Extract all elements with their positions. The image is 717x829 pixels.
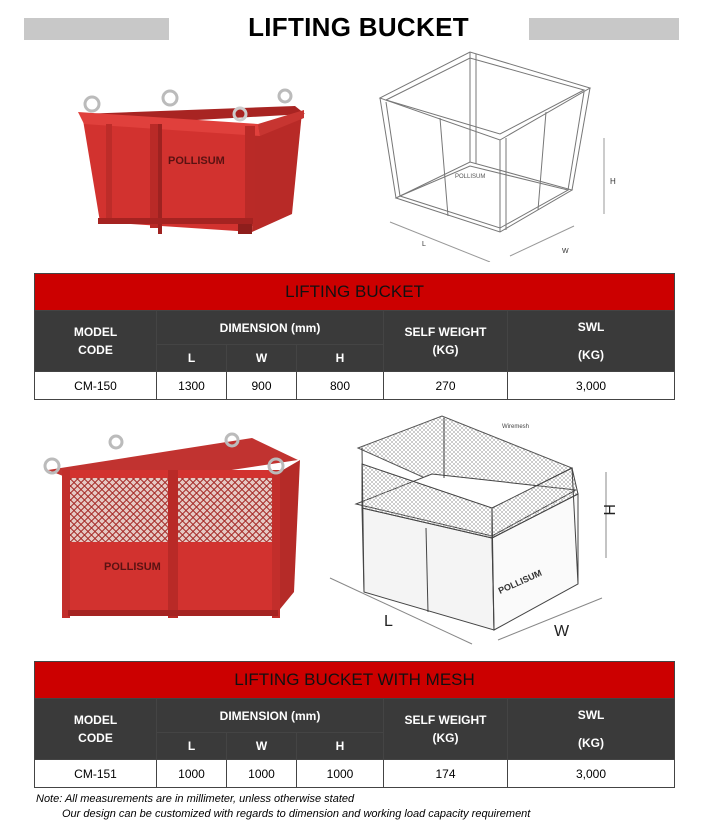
- svg-text:H: H: [600, 504, 617, 516]
- mesh-bucket-photo: [32, 430, 308, 626]
- cell-w: 1000: [227, 760, 297, 788]
- cell-h: 1000: [297, 760, 384, 788]
- spec-table-lifting-bucket: [34, 273, 675, 400]
- mesh-bucket-drawing: [322, 408, 622, 648]
- header-w: W: [227, 733, 297, 760]
- table-title: LIFTING BUCKET: [35, 274, 675, 311]
- table-row: [35, 372, 675, 400]
- header-dimension: DIMENSION (mm): [157, 699, 384, 733]
- cell-weight: 270: [384, 372, 508, 400]
- header-model-code: MODEL CODE: [35, 311, 157, 372]
- drawing-brand: POLLISUM: [496, 567, 544, 596]
- table-title: LIFTING BUCKET WITH MESH: [35, 662, 675, 699]
- cell-model: CM-150: [35, 372, 157, 400]
- header-h: H: [297, 733, 384, 760]
- lifting-bucket-drawing: [360, 50, 620, 262]
- header-l: L: [157, 733, 227, 760]
- table-row: [35, 760, 675, 788]
- cell-h: 800: [297, 372, 384, 400]
- cell-swl: 3,000: [508, 372, 675, 400]
- header-w: W: [227, 345, 297, 372]
- cell-weight: 174: [384, 760, 508, 788]
- cell-l: 1300: [157, 372, 227, 400]
- note-line-1: Note: All measurements are in millimeter, unless otherwise stated: [36, 793, 355, 805]
- brand-mark: POLLISUM: [168, 155, 225, 167]
- spec-table-mesh-bucket: [34, 661, 675, 788]
- note-line-2: Our design can be customized with regards to dimension and working load capacity requirement: [62, 808, 531, 820]
- svg-text:W: W: [562, 248, 569, 255]
- header-h: H: [297, 345, 384, 372]
- header-l: L: [157, 345, 227, 372]
- lifting-bucket-photo: [70, 84, 310, 244]
- cell-w: 900: [227, 372, 297, 400]
- header-swl: SWL (KG): [508, 699, 675, 760]
- brand-mark: POLLISUM: [104, 561, 161, 573]
- cell-l: 1000: [157, 760, 227, 788]
- mesh-label: Wiremesh: [502, 424, 530, 430]
- drawing-brand: POLLISUM: [455, 174, 486, 180]
- header-self-weight: SELF WEIGHT (KG): [384, 311, 508, 372]
- header-model-code: MODEL CODE: [35, 699, 157, 760]
- svg-text:W: W: [554, 623, 570, 640]
- cell-model: CM-151: [35, 760, 157, 788]
- svg-text:L: L: [384, 613, 393, 630]
- svg-text:L: L: [422, 241, 426, 248]
- header-swl: SWL (KG): [508, 311, 675, 372]
- header-self-weight: SELF WEIGHT (KG): [384, 699, 508, 760]
- header-dimension: DIMENSION (mm): [157, 311, 384, 345]
- svg-text:H: H: [610, 177, 616, 186]
- page-title: LIFTING BUCKET: [248, 12, 469, 42]
- cell-swl: 3,000: [508, 760, 675, 788]
